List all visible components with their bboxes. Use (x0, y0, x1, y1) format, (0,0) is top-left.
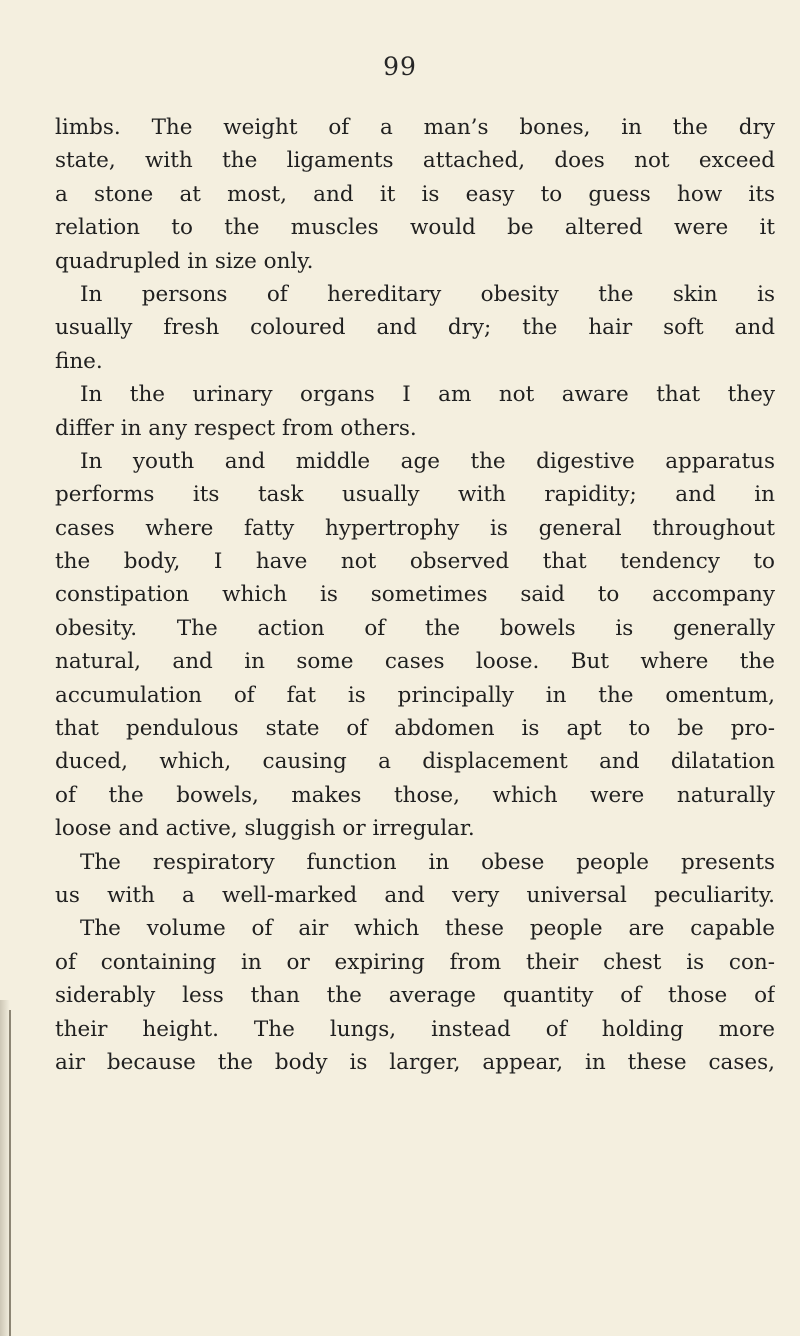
text-line: a stone at most, and it is easy to guess how its (55, 181, 775, 207)
text-line: of containing in or expiring from their chest is con- (55, 949, 775, 975)
body-text (55, 111, 775, 1079)
text-line: fine. (55, 348, 103, 374)
text-line: loose and active, sluggish or irregular. (55, 816, 475, 842)
page-number: 99 (383, 52, 417, 81)
text-line: obesity. The action of the bowels is generally (55, 615, 775, 641)
text-line: In the urinary organs I am not aware that they (80, 382, 775, 408)
text-line: natural, and in some cases loose. But where the (55, 649, 775, 675)
text-line: The volume of air which these people are capable (80, 916, 775, 942)
text-line: their height. The lungs, instead of holding more (55, 1016, 775, 1042)
text-line: In persons of hereditary obesity the skin is (80, 281, 775, 307)
text-line: usually fresh coloured and dry; the hair soft and (55, 315, 775, 341)
page-edge-line (9, 1010, 11, 1336)
text-line: performs its task usually with rapidity; and in (55, 482, 775, 508)
text-line: state, with the ligaments attached, does not exceed (55, 148, 775, 174)
text-line: duced, which, causing a displacement and dilatation (55, 749, 775, 775)
text-line: that pendulous state of abdomen is apt to be pro- (55, 716, 775, 742)
text-line: differ in any respect from others. (55, 415, 417, 441)
text-line: the body, I have not observed that tendency to (55, 549, 775, 575)
text-line: relation to the muscles would be altered were it (55, 215, 775, 241)
text-line: accumulation of fat is principally in the omentum, (55, 682, 775, 708)
text-line: quadrupled in size only. (55, 248, 314, 274)
text-line: limbs. The weight of a man’s bones, in the dry (55, 115, 775, 140)
text-line: of the bowels, makes those, which were naturally (55, 782, 775, 808)
text-line: In youth and middle age the digestive apparatus (80, 448, 775, 474)
text-line: The respiratory function in obese people presents (80, 849, 775, 875)
text-line: us with a well-marked and very universal peculiarity. (55, 882, 775, 908)
text-line: siderably less than the average quantity of those of (55, 983, 775, 1009)
text-line: constipation which is sometimes said to accompany (55, 582, 775, 608)
text-line: air because the body is larger, appear, in these cases, (55, 1049, 775, 1075)
text-line: cases where fatty hypertrophy is general throughout (55, 515, 775, 541)
